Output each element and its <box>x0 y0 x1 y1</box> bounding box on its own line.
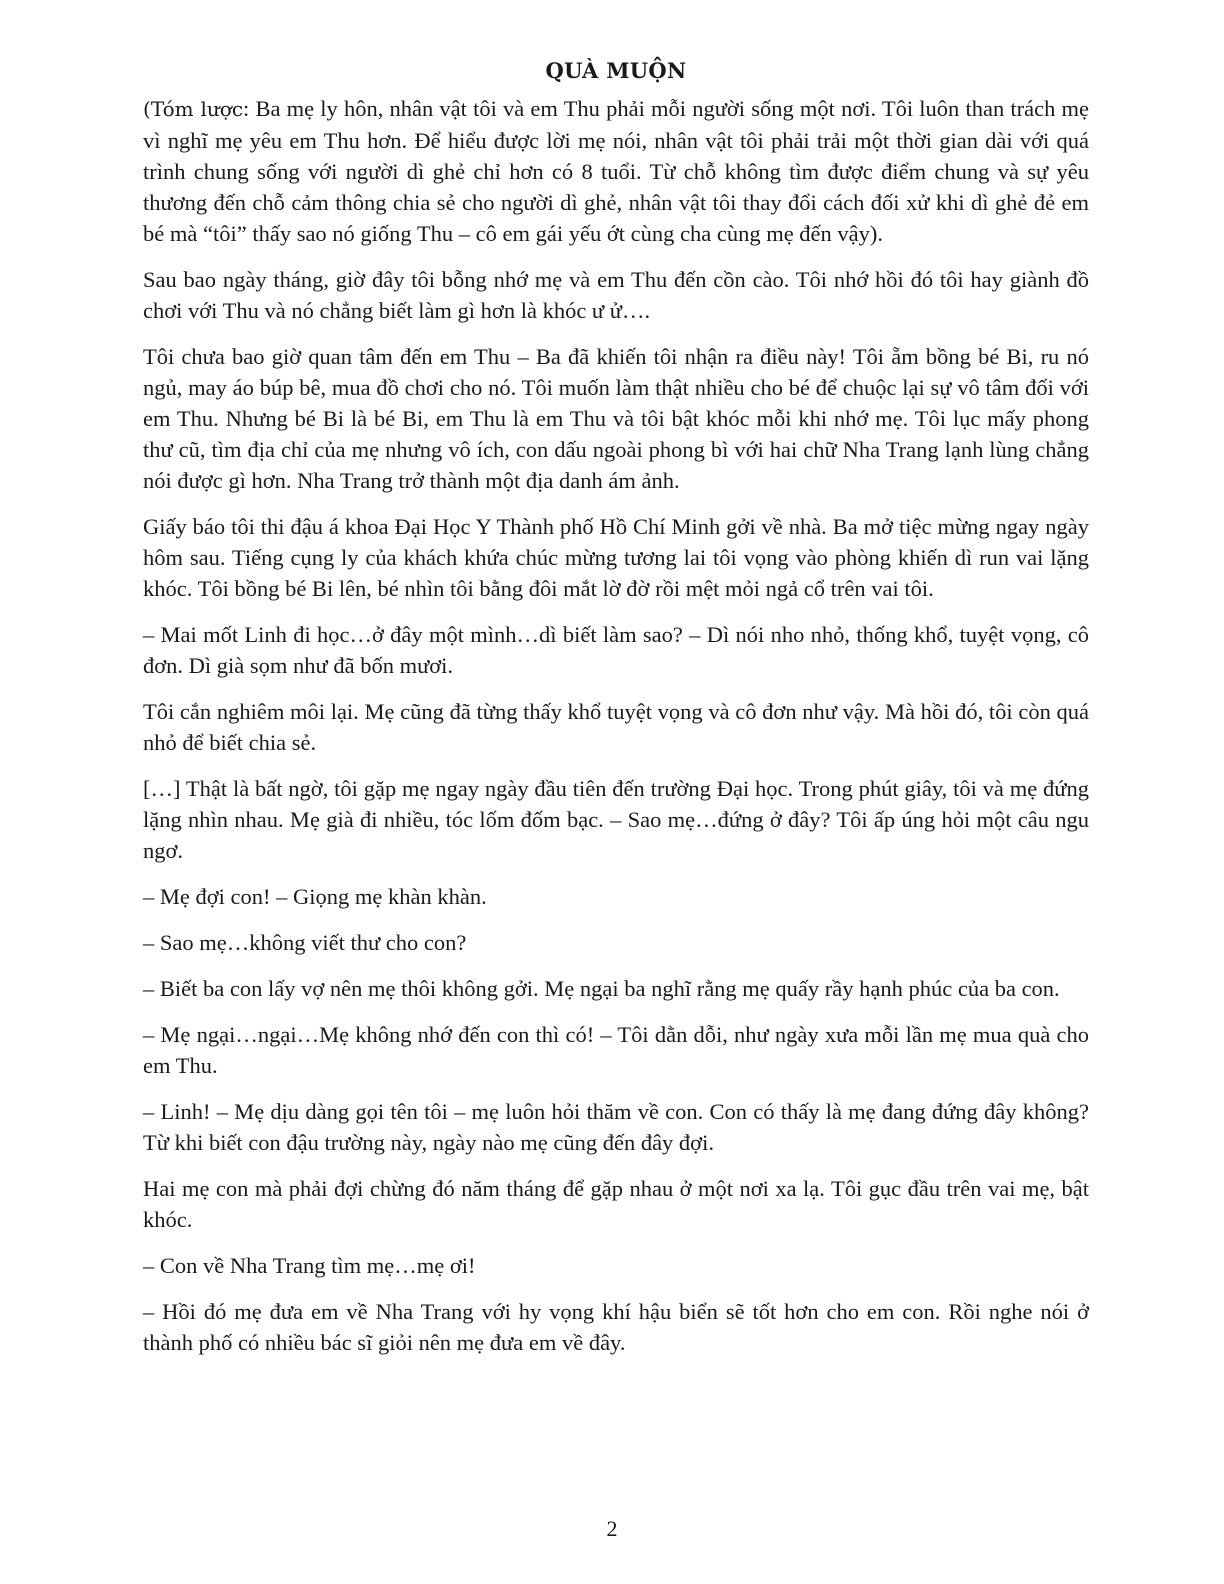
summary-open-paren: ( <box>143 97 151 121</box>
story-paragraph: Hai mẹ con mà phải đợi chừng đó năm tháng để gặp nhau ở một nơi xa lạ. Tôi gục đầu trên vai mẹ, bật khóc. <box>143 1176 1089 1232</box>
story-paragraph: Tôi cắn nghiêm môi lại. Mẹ cũng đã từng thấy khổ tuyệt vọng và cô đơn như vậy. Mà hồi đó, tôi còn quá nhỏ để biết chia sẻ. <box>143 699 1089 755</box>
dialogue-line: – Mẹ ngại…ngại…Mẹ không nhớ đến con thì có! – Tôi dằn dỗi, như ngày xưa mỗi lần mẹ mua quà cho em Thu. <box>143 1022 1089 1078</box>
story-paragraph: Giấy báo tôi thi đậu á khoa Đại Học Y Thành phố Hồ Chí Minh gởi về nhà. Ba mở tiệc mừng ngay ngày hôm sau. Tiếng cụng ly của khách khứa chúc mừng tương lai tôi vọng vào phòng khiến dì run vai lặng khóc. Tôi bồng bé Bi lên, bé nhìn tôi bằng đôi mắt lờ đờ rồi mệt mỏi ngả cổ trên vai tôi. <box>143 514 1089 601</box>
summary-text: : Ba mẹ ly hôn, nhân vật tôi và em Thu phải mỗi người sống một nơi. Tôi luôn than trách mẹ vì nghĩ mẹ yêu em Thu hơn. Để hiểu được lời mẹ nói, nhân vật tôi phải trải một thời gian dài với quá trình chung sống với người dì ghẻ chỉ hơn có 8 tuổi. Từ chỗ không tìm được điểm chung và sự yêu thương đến chỗ cảm thông chia sẻ cho người dì ghẻ, nhân vật tôi thay đổi cách đối xử khi dì ghẻ đẻ em bé mà “tôi” thấy sao nó giống Thu – cô em gái yếu ớt cùng cha cùng mẹ đến vậy). <box>143 96 1089 246</box>
page-number: 2 <box>606 1516 618 1541</box>
story-paragraph: Tôi chưa bao giờ quan tâm đến em Thu – Ba đã khiến tôi nhận ra điều này! Tôi ẵm bồng bé Bi, ru nó ngủ, may áo búp bê, mua đồ chơi cho nó. Tôi muốn làm thật nhiều cho bé để chuộc lại sự vô tâm đối với em Thu. Nhưng bé Bi là bé Bi, em Thu là em Thu và tôi bật khóc mỗi khi nhớ mẹ. Tôi lục mấy phong thư cũ, tìm địa chỉ của mẹ nhưng vô ích, con dấu ngoài phong bì với hai chữ Nha Trang lạnh lùng chẳng nói được gì hơn. Nha Trang trở thành một địa danh ám ảnh. <box>143 344 1089 493</box>
dialogue-line: – Hồi đó mẹ đưa em về Nha Trang với hy vọng khí hậu biển sẽ tốt hơn cho em con. Rồi nghe nói ở thành phố có nhiều bác sĩ giỏi nên mẹ đưa em về đây. <box>143 1299 1089 1355</box>
document-page <box>143 58 1089 1373</box>
dialogue-line: – Linh! – Mẹ dịu dàng gọi tên tôi – mẹ luôn hỏi thăm về con. Con có thấy là mẹ đang đứng đây không? Từ khi biết con đậu trường này, ngày nào mẹ cũng đến đây đợi. <box>143 1099 1089 1155</box>
dialogue-line: – Mai mốt Linh đi học…ở đây một mình…dì biết làm sao? – Dì nói nho nhỏ, thống khổ, tuyệt vọng, cô đơn. Dì già sọm như đã bốn mươi. <box>143 622 1089 678</box>
summary-paragraph <box>143 93 1089 249</box>
dialogue-line: – Mẹ đợi con! – Giọng mẹ khàn khàn. <box>143 884 487 909</box>
story-paragraph: […] Thật là bất ngờ, tôi gặp mẹ ngay ngày đầu tiên đến trường Đại học. Trong phút giây, tôi và mẹ đứng lặng nhìn nhau. Mẹ già đi nhiều, tóc lốm đốm bạc. – Sao mẹ…đứng ở đây? Tôi ấp úng hỏi một câu ngu ngơ. <box>143 776 1089 863</box>
story-paragraph: Sau bao ngày tháng, giờ đây tôi bỗng nhớ mẹ và em Thu đến cồn cào. Tôi nhớ hồi đó tôi hay giành đồ chơi với Thu và nó chẳng biết làm gì hơn là khóc ư ử…. <box>143 267 1089 323</box>
dialogue-line: – Con về Nha Trang tìm mẹ…mẹ ơi! <box>143 1253 476 1278</box>
story-title: QUÀ MUỘN <box>545 58 687 83</box>
dialogue-line: – Biết ba con lấy vợ nên mẹ thôi không gởi. Mẹ ngại ba nghĩ rằng mẹ quấy rầy hạnh phúc của ba con. <box>143 976 1060 1001</box>
dialogue-line: – Sao mẹ…không viết thư cho con? <box>143 930 467 955</box>
summary-label: Tóm lược <box>150 97 244 121</box>
